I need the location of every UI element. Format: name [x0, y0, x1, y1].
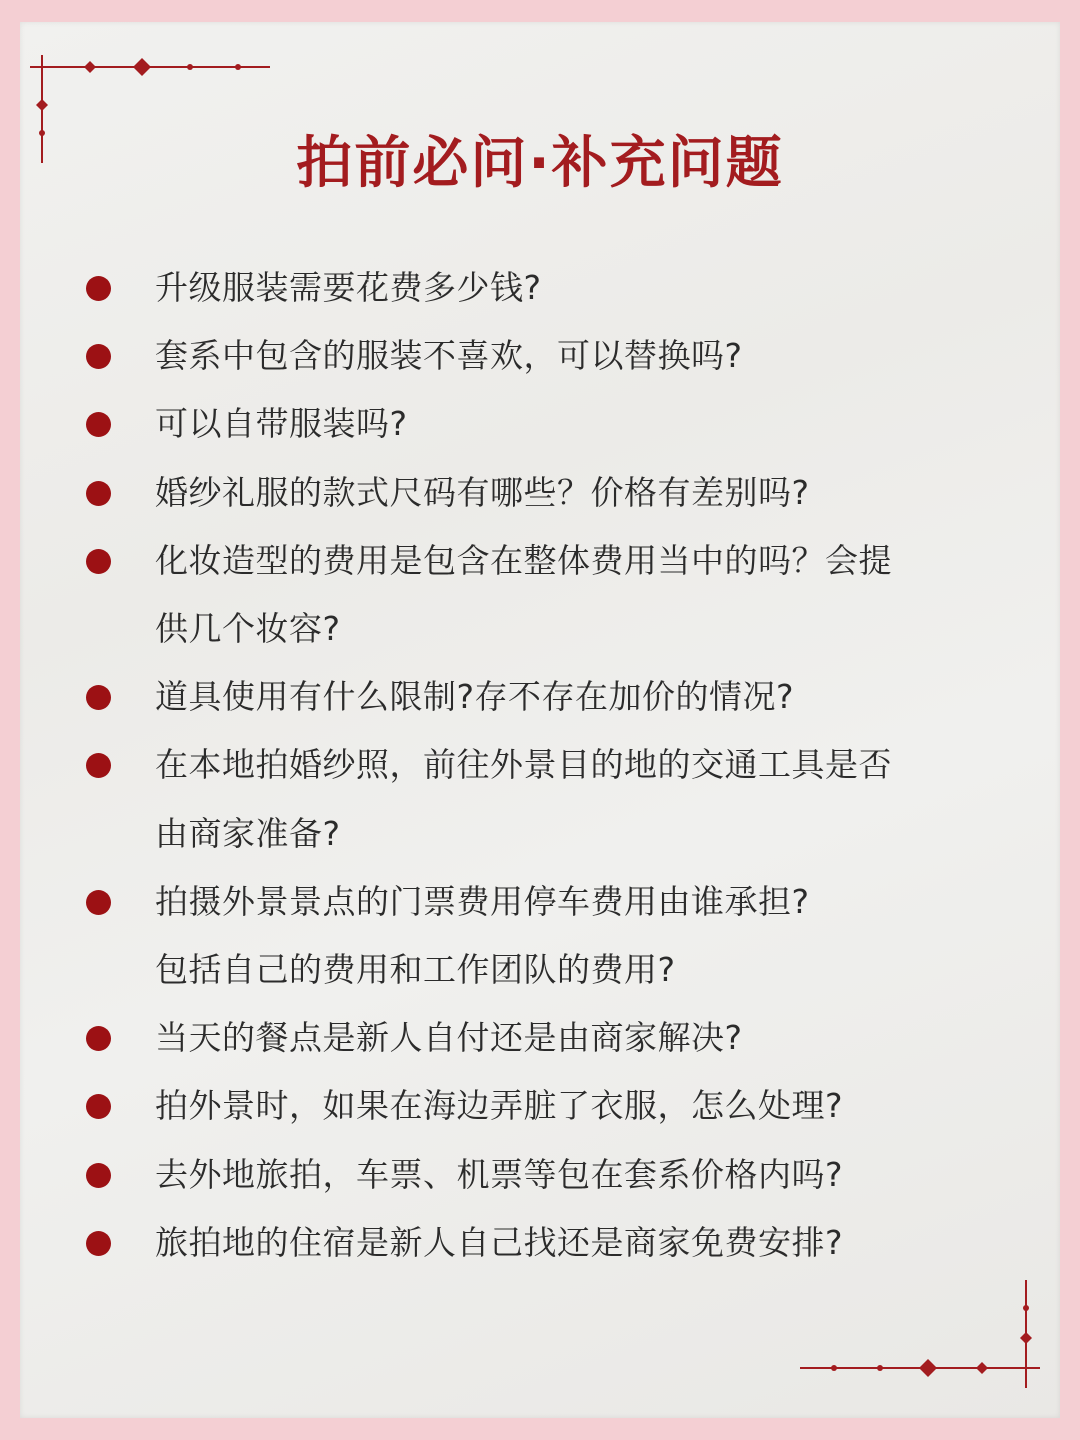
question-text: 当天的餐点是新人自付还是由商家解决? — [155, 1018, 743, 1058]
bullet-icon — [86, 1026, 111, 1051]
question-text: 婚纱礼服的款式尺码有哪些？价格有差别吗? — [155, 472, 810, 512]
question-text: 旅拍地的住宿是新人自己找还是商家免费安排? — [155, 1222, 844, 1262]
question-text: 拍摄外景景点的门票费用停车费用由谁承担? — [155, 881, 810, 921]
bullet-icon — [86, 344, 111, 369]
bullet-icon — [86, 1163, 111, 1188]
bullet-icon — [86, 685, 111, 710]
question-text: 由商家准备? — [155, 813, 341, 853]
bullet-icon — [86, 753, 111, 778]
page-title: 拍前必问·补充问题 — [296, 131, 784, 196]
bullet-icon — [86, 481, 111, 506]
bullet-icon — [86, 890, 111, 915]
bullet-icon — [86, 549, 111, 574]
question-text: 拍外景时，如果在海边弄脏了衣服，怎么处理? — [155, 1086, 844, 1126]
question-text: 套系中包含的服装不喜欢，可以替换吗? — [155, 336, 743, 376]
question-text: 包括自己的费用和工作团队的费用? — [155, 950, 676, 989]
question-text: 在本地拍婚纱照，前往外景目的地的交通工具是否 — [155, 745, 892, 785]
bullet-icon — [86, 276, 111, 301]
question-text: 化妆造型的费用是包含在整体费用当中的吗？会提 — [155, 540, 892, 580]
bullet-icon — [86, 1094, 111, 1119]
question-text: 道具使用有什么限制?存不存在加价的情况? — [155, 677, 795, 717]
bullet-icon — [86, 1231, 111, 1256]
question-text: 去外地旅拍，车票、机票等包在套系价格内吗? — [155, 1154, 844, 1194]
question-text: 升级服装需要花费多少钱? — [155, 268, 542, 307]
question-text: 供几个妆容? — [155, 609, 341, 648]
question-text: 可以自带服装吗? — [155, 404, 408, 444]
bullet-icon — [86, 412, 111, 437]
